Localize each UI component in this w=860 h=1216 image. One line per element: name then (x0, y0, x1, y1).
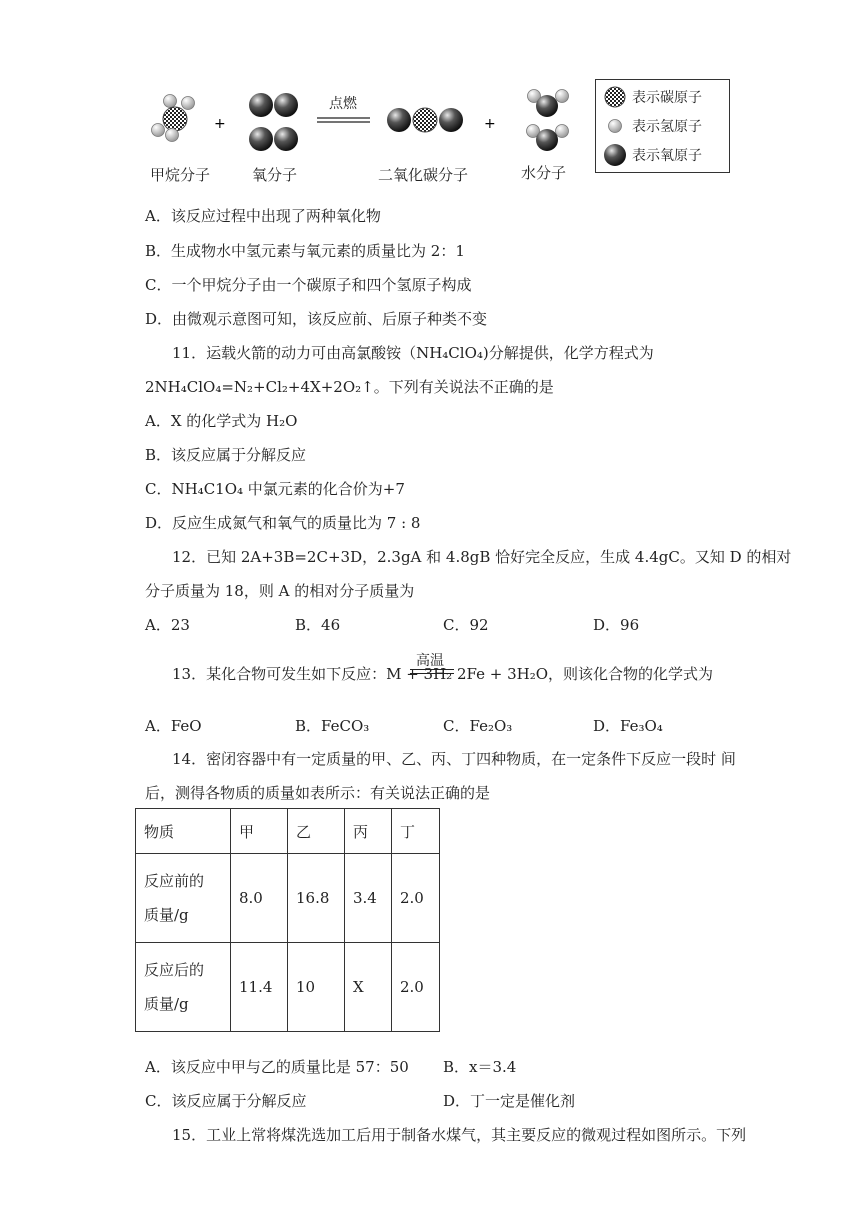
q11-option-b: B．该反应属于分解反应 (145, 446, 307, 464)
table-cell: 乙 (288, 809, 345, 854)
plus-sign-2: + (484, 116, 496, 132)
q14-option-d: D．丁一定是催化剂 (443, 1092, 576, 1110)
q12-option-c: C．92 (443, 616, 489, 634)
q10-option-d: D．由微观示意图可知，该反应前、后原子种类不变 (145, 310, 488, 328)
q12-option-d: D．96 (593, 616, 640, 634)
q11-option-a: A．X 的化学式为 H₂O (145, 412, 298, 430)
q14-option-b: B．x＝3.4 (443, 1058, 517, 1076)
q10-option-a: A．该反应过程中出现了两种氧化物 (145, 207, 381, 225)
q11-stem-line2: 2NH₄ClO₄=N₂+Cl₂+4X+2O₂↑。下列有关说法不正确的是 (145, 378, 554, 396)
table-cell: 物质 (136, 809, 231, 854)
row-label-line2: 质量/g (144, 995, 189, 1013)
table-row-label (136, 943, 231, 1032)
row-label-line2: 质量/g (144, 906, 189, 924)
row-label-line1: 反应后的 (144, 961, 205, 979)
oxygen-atom-icon (602, 142, 628, 168)
q14-option-a: A．该反应中甲与乙的质量比是 57：50 (145, 1058, 409, 1076)
oxygen-molecule-icon (249, 93, 298, 151)
reaction-condition-label: 点燃 (329, 96, 357, 112)
legend-oxygen-label: 表示氧原子 (632, 148, 702, 164)
q13-condition: 高温 (416, 653, 444, 669)
q13-stem-pre: 13．某化合物可发生如下反应：M + 3H₂ (172, 665, 453, 683)
table-cell: 11.4 (231, 943, 288, 1032)
q13-option-a: A．FeO (145, 717, 202, 735)
row-label-line1: 反应前的 (144, 872, 205, 890)
q11-option-d: D．反应生成氮气和氧气的质量比为 7 : 8 (145, 514, 421, 532)
table-cell: 丙 (345, 809, 392, 854)
oxygen-label: 氧分子 (252, 166, 298, 184)
table-cell: 16.8 (288, 854, 345, 943)
table-cell: 丁 (392, 809, 440, 854)
table-row-label (136, 854, 231, 943)
q13-option-b: B．FeCO₃ (295, 717, 370, 735)
carbon-atom-icon (602, 84, 628, 110)
legend-hydrogen (602, 113, 702, 139)
reaction-diagram (140, 78, 730, 190)
table-cell: 2.0 (392, 854, 440, 943)
water-label: 水分子 (521, 164, 567, 182)
q14-option-c: C．该反应属于分解反应 (145, 1092, 307, 1110)
q12-stem-line2: 分子质量为 18，则 A 的相对分子质量为 (145, 582, 415, 600)
q14-stem-line2: 后，测得各物质的质量如表所示：有关说法正确的是 (145, 784, 491, 802)
q13-option-d: D．Fe₃O₄ (593, 717, 663, 735)
q12-option-a: A．23 (145, 616, 190, 634)
table-cell: 甲 (231, 809, 288, 854)
q11-option-c: C．NH₄C1O₄ 中氯元素的化合价为+7 (145, 480, 405, 498)
table-row (136, 854, 440, 943)
legend-carbon (602, 84, 702, 110)
hydrogen-atom-icon (602, 113, 628, 139)
table-cell: X (345, 943, 392, 1032)
legend-carbon-label: 表示碳原子 (632, 90, 702, 106)
mass-table (135, 808, 440, 1032)
table-header-row (136, 809, 440, 854)
carbon-dioxide-molecule-icon (387, 108, 463, 132)
table-cell: 10 (288, 943, 345, 1032)
legend-oxygen (602, 142, 702, 168)
q15-stem-line1: 15．工业上常将煤洗选加工后用于制备水煤气，其主要反应的微观过程如图所示。下列 (172, 1126, 747, 1144)
carbon-dioxide-label: 二氧化碳分子 (378, 166, 469, 184)
water-molecule-icon (527, 90, 569, 152)
table-cell: 2.0 (392, 943, 440, 1032)
q13-equals-line (410, 669, 454, 674)
q13-stem-post: 2Fe + 3H₂O，则该化合物的化学式为 (457, 665, 714, 683)
table-cell: 3.4 (345, 854, 392, 943)
methane-label: 甲烷分子 (150, 166, 211, 184)
q12-option-b: B．46 (295, 616, 341, 634)
q12-stem-line1: 12．已知 2A+3B=2C+3D，2.3gA 和 4.8gB 恰好完全反应，生成 4.4gC。又知 D 的相对 (172, 548, 792, 566)
plus-sign-1: + (214, 116, 226, 132)
q11-stem-line1: 11．运载火箭的动力可由高氯酸铵（NH₄ClO₄)分解提供，化学方程式为 (172, 344, 654, 362)
q14-stem-line1: 14．密闭容器中有一定质量的甲、乙、丙、丁四种物质，在一定条件下反应一段时 间 (172, 750, 736, 768)
table-cell: 8.0 (231, 854, 288, 943)
q10-option-c: C．一个甲烷分子由一个碳原子和四个氢原子构成 (145, 276, 472, 294)
legend-hydrogen-label: 表示氢原子 (632, 119, 702, 135)
atom-legend (595, 79, 730, 173)
methane-molecule-icon (152, 95, 195, 142)
q10-option-b: B．生成物水中氢元素与氧元素的质量比为 2：1 (145, 242, 465, 260)
table-row (136, 943, 440, 1032)
q13-option-c: C．Fe₂O₃ (443, 717, 513, 735)
